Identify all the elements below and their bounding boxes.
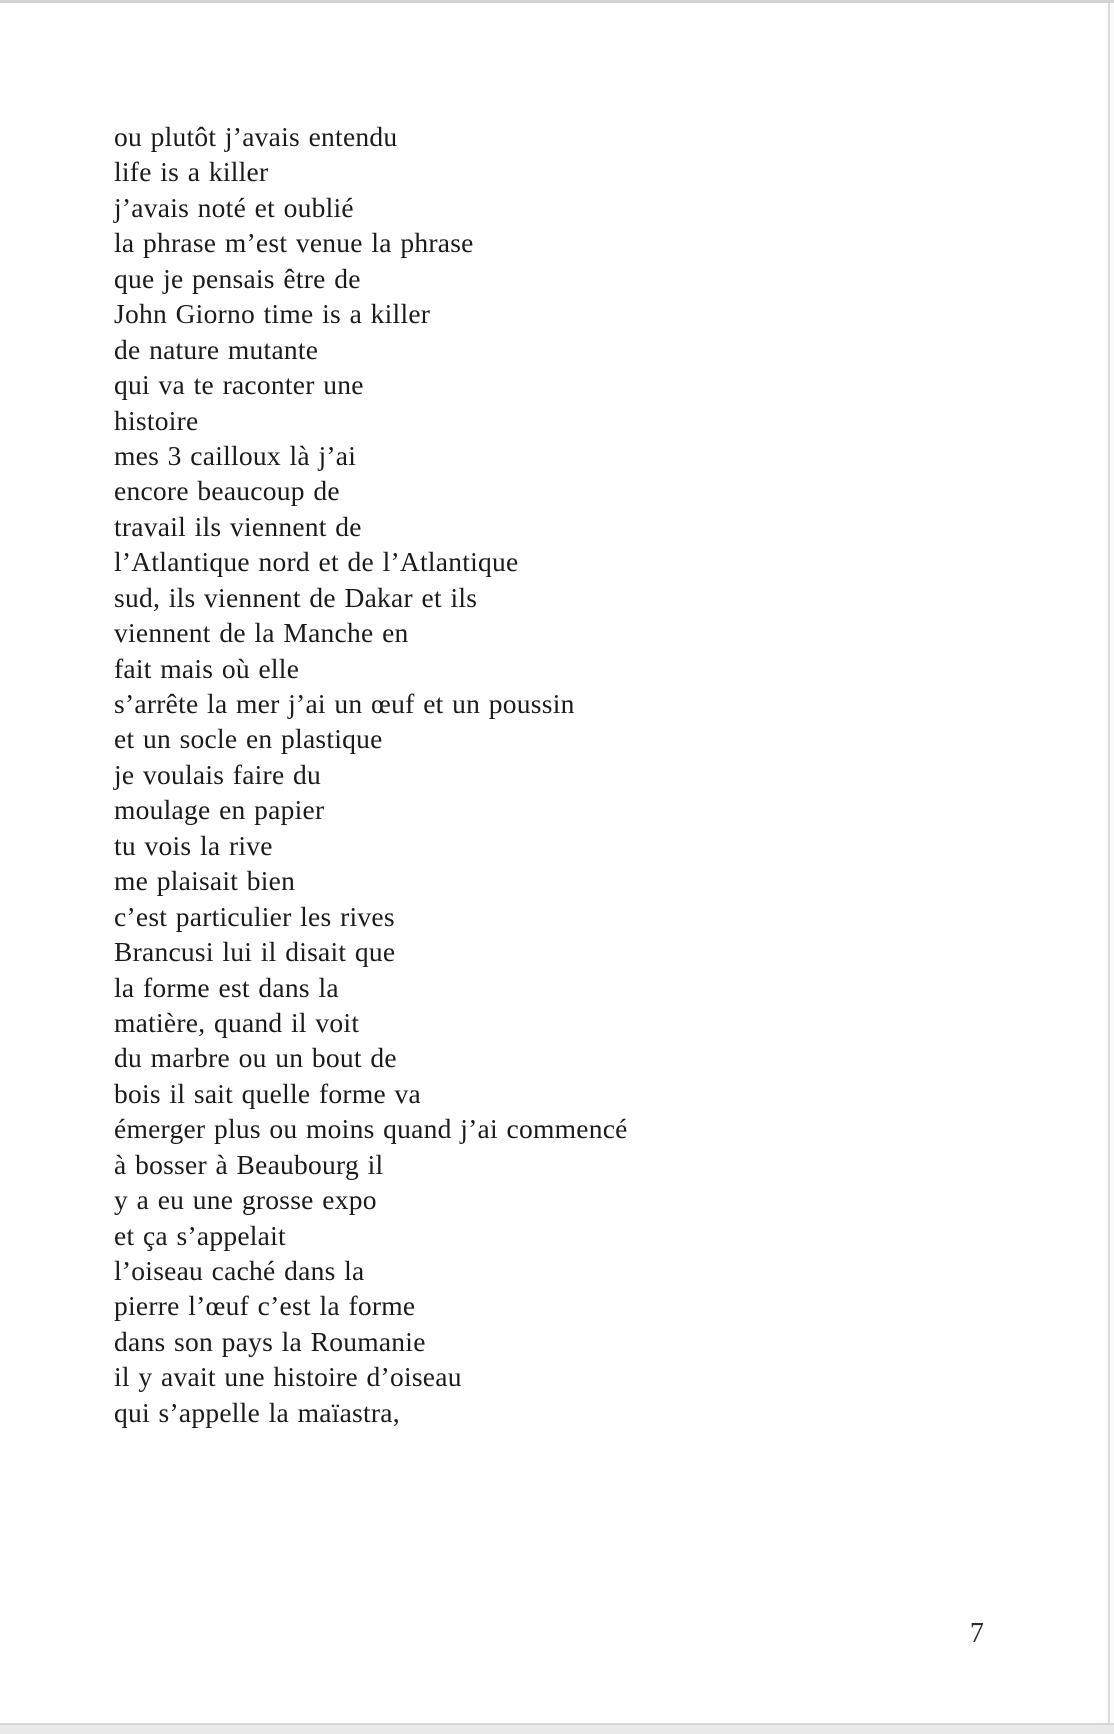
poem-line: me plaisait bien xyxy=(114,865,296,897)
poem-line: et un socle en plastique xyxy=(114,723,383,755)
poem-line: ou plutôt j’avais entendu xyxy=(114,121,398,152)
page-number: 7 xyxy=(969,1618,985,1649)
poem-line: travail ils viennent de xyxy=(114,510,362,542)
poem-line: à bosser à Beaubourg il xyxy=(114,1148,384,1180)
poem-line: émerger plus ou moins quand j’ai commencé xyxy=(114,1113,628,1145)
poem-line: fait mais où elle xyxy=(114,652,300,684)
poem-line: qui s’appelle la maïastra, xyxy=(114,1396,400,1428)
poem-line: mes 3 cailloux là j’ai xyxy=(114,439,357,471)
poem-line: histoire xyxy=(114,404,199,436)
poem-line: matière, quand il voit xyxy=(114,1006,360,1038)
page-edge-bottom-margin xyxy=(0,1725,1114,1734)
poem-line: dans son pays la Roumanie xyxy=(114,1325,426,1357)
poem-line: tu vois la rive xyxy=(114,829,273,861)
poem-line: la forme est dans la xyxy=(114,971,339,1003)
poem-line: qui va te raconter une xyxy=(114,369,364,401)
poem-line: moulage en papier xyxy=(114,794,325,826)
poem-line: j’avais noté et oublié xyxy=(114,191,354,223)
poem-line: et ça s’appelait xyxy=(114,1219,286,1251)
poem-line: que je pensais être de xyxy=(114,262,361,294)
poem-line: je voulais faire du xyxy=(114,758,322,790)
poem-line: encore beaucoup de xyxy=(114,475,340,507)
poem-line: du marbre ou un bout de xyxy=(114,1042,397,1074)
poem-line: l’oiseau caché dans la xyxy=(114,1255,365,1286)
poem-line: il y avait une histoire d’oiseau xyxy=(114,1361,462,1393)
poem-line: s’arrête la mer j’ai un œuf et un poussin xyxy=(114,688,575,719)
poem-line: Brancusi lui il disait que xyxy=(114,936,396,968)
poem-line: bois il sait quelle forme va xyxy=(114,1077,421,1109)
poem-line: viennent de la Manche en xyxy=(114,617,409,649)
poem-line: John Giorno time is a killer xyxy=(114,298,431,330)
poem-line: l’Atlantique nord et de l’Atlantique xyxy=(114,546,519,578)
poem-line: sud, ils viennent de Dakar et ils xyxy=(114,581,478,613)
page-edge-right-margin xyxy=(1110,3,1114,1724)
poem-line: de nature mutante xyxy=(114,333,319,365)
poem-line: c’est particulier les rives xyxy=(114,900,395,932)
page-edge-top xyxy=(0,0,1114,3)
poem-line: la phrase m’est venue la phrase xyxy=(114,227,474,259)
poem-line: y a eu une grosse expo xyxy=(114,1184,377,1216)
poem-text xyxy=(114,119,1014,1430)
poem-line: pierre l’œuf c’est la forme xyxy=(114,1290,416,1322)
poem-line: life is a killer xyxy=(114,156,269,188)
